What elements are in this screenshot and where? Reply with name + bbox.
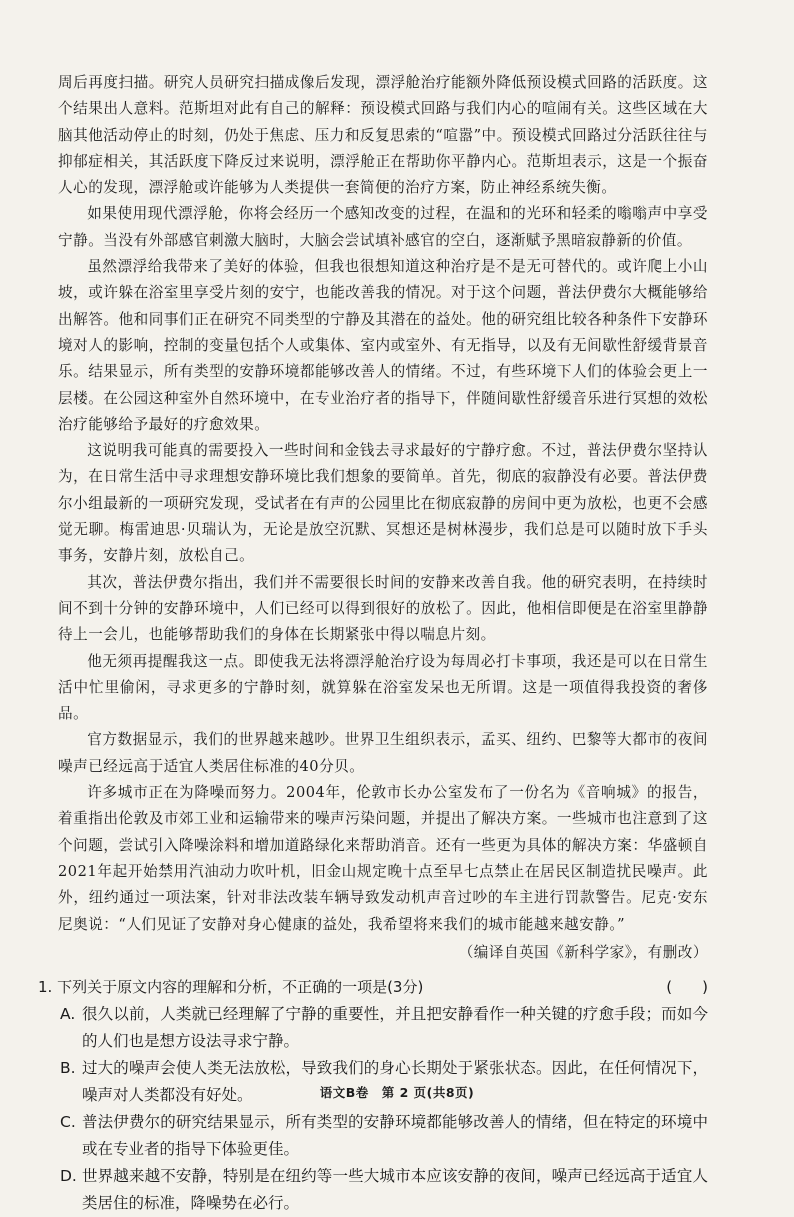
- option-text: 很久以前，人类就已经理解了宁静的重要性，并且把安静看作一种关键的疗愈手段；而如今的人们也是想方设法寻求宁静。: [82, 1004, 708, 1050]
- passage-paragraph: 虽然漂浮给我带来了美好的体验，但我也很想知道这种治疗是不是无可替代的。或许爬上小山坡，或许躲在浴室里享受片刻的安宁，也能改善我的情况。对于这个问题，普法伊费尔大概能够给出解答。他和同事们正在研究不同类型的宁静及其潜在的益处。他的研究组比较各种条件下安静环境对人的影响，控制的变量包括个人或集体、室内或室外、有无指导，以及有无间歇性舒缓背景音乐。结果显示，所有类型的安静环境都能够改善人的情绪。不过，有些环境下人们的体验会更上一层楼。在公园这种室外自然环境中，在专业治疗者的指导下，伴随间歇性舒缓音乐进行冥想的效松治疗能够给予最好的疗愈效果。: [58, 258, 708, 433]
- page-footer: 语文B卷 第 2 页(共8页): [319, 1085, 475, 1100]
- passage-paragraph: 周后再度扫描。研究人员研究扫描成像后发现，漂浮舱治疗能额外降低预设模式回路的活跃度。这个结果出人意料。范斯坦对此有自己的解释：预设模式回路与我们内心的喧闹有关。这些区域在大脑其他活动停止的时刻，仍处于焦虑、压力和反复思索的“喧嚣”中。预设模式回路过分活跃往往与抑郁症相关，其活跃度下降反过来说明，漂浮舱正在帮助你平静内心。范斯坦表示，这是一个振奋人心的发现，漂浮舱或许能够为人类提供一套简便的治疗方案，防止神经系统失衡。: [58, 74, 708, 197]
- option-d: [58, 1163, 708, 1217]
- passage-paragraph: 如果使用现代漂浮舱，你将会经历一个感知改变的过程，在温和的光环和轻柔的嗡嗡声中享受宁静。当没有外部感官刺激大脑时，大脑会尝试填补感官的空白，逐渐赋予黑暗寂静新的价值。: [58, 205, 708, 249]
- option-text: 过大的噪声会使人类无法放松，导致我们的身心长期处于紧张状态。因此，在任何情况下，噪声对人类都没有好处。: [82, 1058, 708, 1104]
- option-letter: B.: [60, 1058, 76, 1077]
- passage-paragraph: 其次，普法伊费尔指出，我们并不需要很长时间的安静来改善自我。他的研究表明，在持续时间不到十分钟的安静环境中，人们已经可以得到很好的放松了。因此，他相信即便是在浴室里静静待上一会儿，也能够帮助我们的身体在长期紧张中得以喘息片刻。: [58, 573, 708, 644]
- question-stem-text: 1. 下列关于原文内容的理解和分析，不正确的一项是(3分): [38, 977, 424, 996]
- answer-blank: ( ): [666, 977, 708, 996]
- reading-passage: [58, 70, 708, 938]
- option-text: 世界越来越不安静，特别是在纽约等一些大城市本应该安静的夜间，噪声已经远高于适宜人类居住的标准，降噪势在必行。: [82, 1166, 708, 1212]
- passage-paragraph: 他无须再提醒我这一点。即使我无法将漂浮舱治疗设为每周必打卡事项，我还是可以在日常生活中忙里偷闲，寻求更多的宁静时刻，就算躲在浴室发呆也无所谓。这是一项值得我投资的奢侈品。: [58, 652, 708, 723]
- option-text: 普法伊费尔的研究结果显示，所有类型的安静环境都能够改善人的情绪，但在特定的环境中或在专业者的指导下体验更佳。: [82, 1112, 708, 1158]
- passage-paragraph: 许多城市正在为降噪而努力。2004年，伦敦市长办公室发布了一份名为《音响城》的报告，着重指出伦敦及市郊工业和运输带来的噪声污染问题，并提出了解决方案。一些城市也注意到了这个问题，尝试引入降噪涂料和增加道路绿化来帮助消音。还有一些更为具体的解决方案：华盛顿自2021年起开始禁用汽油动力吹叶机，旧金山规定晚十点至早七点禁止在居民区制造扰民噪声。此外，纽约通过一项法案，针对非法改装车辆导致发动机声音过吵的车主进行罚款警告。尼克·安东尼奥说：“人们见证了安静对身心健康的益处，我希望将来我们的城市能越来越安静。”: [58, 784, 708, 933]
- option-c: [58, 1109, 708, 1163]
- option-letter: C.: [60, 1112, 76, 1131]
- source-note: （编译自英国《新科学家》，有删改）: [458, 943, 708, 961]
- question-stem: [38, 974, 708, 1001]
- option-letter: A.: [60, 1004, 76, 1023]
- passage-paragraph: 这说明我可能真的需要投入一些时间和金钱去寻求最好的宁静疗愈。不过，普法伊费尔坚持认为，在日常生活中寻求理想安静环境比我们想象的要简单。首先，彻底的寂静没有必要。普法伊费尔小组最新的一项研究发现，受试者在有声的公园里比在彻底寂静的房间中更为放松，也更不会感觉无聊。梅雷迪思·贝瑞认为，无论是放空沉默、冥想还是树林漫步，我们总是可以随时放下手头事务，安静片刻，放松自己。: [58, 442, 708, 565]
- option-letter: D.: [60, 1166, 77, 1185]
- passage-paragraph: 官方数据显示，我们的世界越来越吵。世界卫生组织表示，孟买、纽约、巴黎等大都市的夜间噪声已经远高于适宜人类居住标准的40分贝。: [58, 731, 708, 775]
- option-a: [58, 1001, 708, 1055]
